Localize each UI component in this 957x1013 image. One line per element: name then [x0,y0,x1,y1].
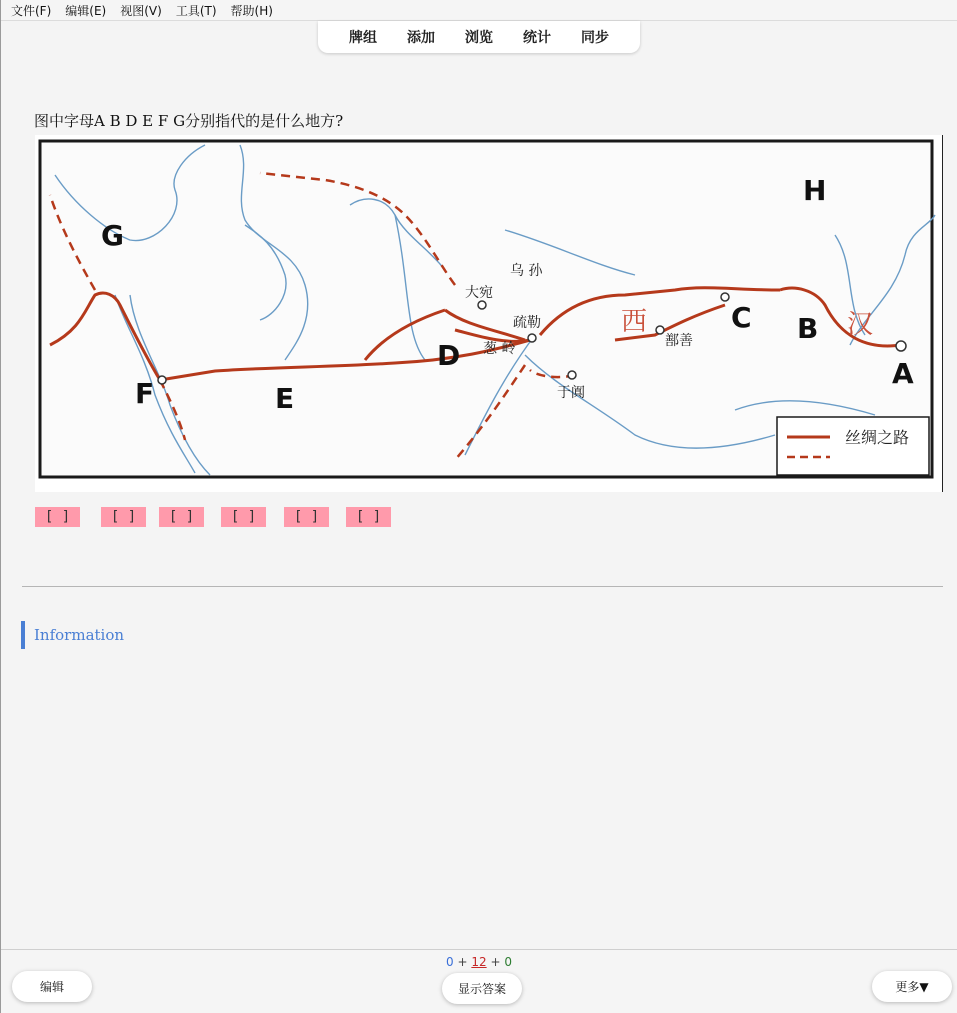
count-review: 0 [504,955,512,969]
label-E: E [275,382,295,415]
label-F: F [135,377,155,410]
label-A: A [892,357,914,390]
count-learning: 12 [471,955,487,969]
silk-road-map [35,135,943,492]
answer-blanks [35,507,391,527]
place-shule: 疏勒 [513,315,541,331]
answer-blank-2[interactable]: [ ] [101,507,146,527]
toolbar-decks-button[interactable]: 牌组 [349,30,377,46]
map-svg [35,135,941,492]
answer-blank-4[interactable]: [ ] [221,507,266,527]
label-D: D [437,339,461,372]
place-shanshan: 鄯善 [665,333,693,349]
label-G: G [101,219,124,252]
count-sep-1: + [457,955,468,969]
answer-blank-5[interactable]: [ ] [284,507,329,527]
toolbar-container [1,21,957,53]
place-dayuan: 大宛 [465,285,493,301]
card-counts [1,955,957,969]
toolbar-stats-button[interactable]: 统计 [523,30,551,46]
menu-file[interactable]: 文件(F) [11,3,52,18]
question-text: 图中字母A B D E F G分别指代的是什么地方? [34,112,344,130]
place-xi: 西 [621,307,648,337]
label-H: H [803,174,827,207]
main-toolbar [318,21,640,53]
place-congling: 葱 岭 [483,341,516,357]
legend-label-solid: 丝绸之路 [845,428,910,447]
more-button[interactable]: 更多▼ [872,971,952,1002]
show-answer-button[interactable]: 显示答案 [442,973,522,1004]
toolbar-add-button[interactable]: 添加 [407,30,435,46]
count-new: 0 [446,955,454,969]
place-han: 汉 [847,310,874,340]
menu-tools[interactable]: 工具(T) [175,3,217,18]
label-C: C [731,301,752,334]
place-wusun: 乌 孙 [510,263,543,279]
menu-help[interactable]: 帮助(H) [230,3,273,18]
answer-blank-1[interactable]: [ ] [35,507,80,527]
toolbar-browse-button[interactable]: 浏览 [465,30,493,46]
menu-edit[interactable]: 编辑(E) [65,3,107,18]
answer-blank-6[interactable]: [ ] [346,507,391,527]
menu-bar [1,0,957,21]
place-yutian: 于阗 [557,385,585,401]
edit-button[interactable]: 编辑 [12,971,92,1002]
section-divider [22,586,943,587]
label-B: B [797,312,819,345]
menu-view[interactable]: 视图(V) [120,3,162,18]
review-bottom-bar [1,949,957,1013]
count-sep-2: + [490,955,501,969]
toolbar-sync-button[interactable]: 同步 [581,30,609,46]
answer-blank-3[interactable]: [ ] [159,507,204,527]
information-section-header: Information [21,621,124,649]
